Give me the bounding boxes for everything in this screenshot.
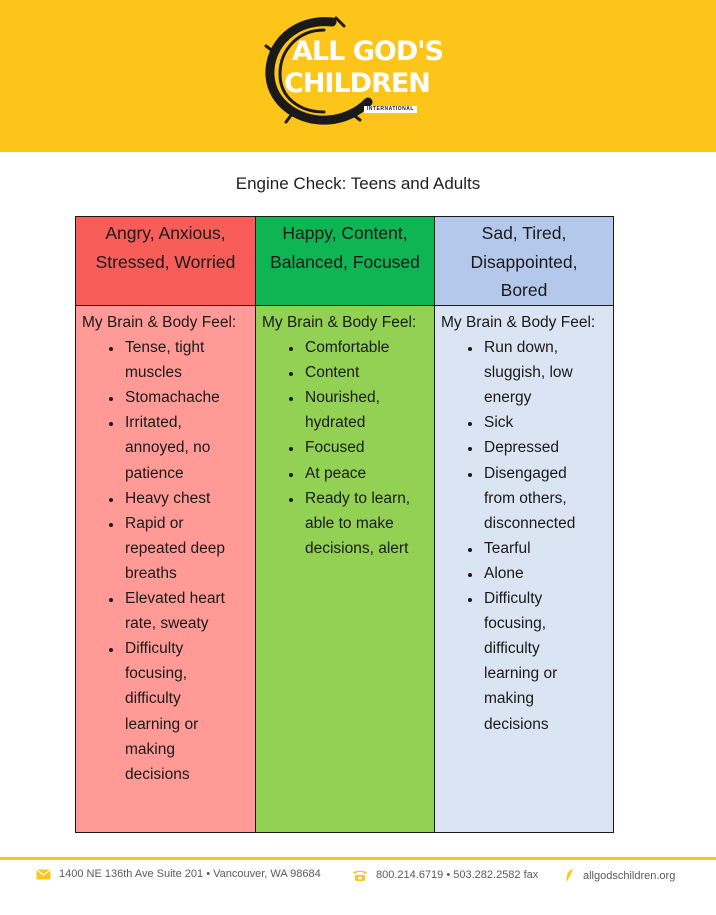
item-line: annoyed, no: [125, 439, 211, 457]
item-line: • Comfortable: [305, 339, 390, 357]
symptom-list: [256, 335, 434, 561]
column-header-sad: [435, 217, 614, 306]
heading-line: Angry, Anxious,: [105, 223, 226, 243]
list-item: [123, 486, 251, 511]
item-line: • Sick: [484, 414, 514, 432]
column-body-angry: [76, 306, 256, 833]
list-item: [303, 360, 430, 385]
list-item: [482, 536, 609, 561]
item-line: learning or: [484, 665, 558, 683]
item-line: focusing,: [125, 665, 188, 683]
envelope-icon: [36, 869, 51, 880]
item-line: • Stomachache: [125, 389, 220, 407]
item-line: • Content: [305, 364, 360, 382]
item-line: sluggish, low: [484, 364, 573, 382]
column-body-sad: [435, 306, 614, 833]
footer: [0, 868, 716, 888]
logo-tagline: INTERNATIONAL: [364, 106, 417, 113]
footer-phone: [352, 868, 538, 882]
item-line: disconnected: [484, 514, 576, 532]
column-header-happy: [256, 217, 435, 306]
item-line: repeated deep: [125, 539, 225, 557]
item-line: • At peace: [305, 464, 367, 482]
phone-text[interactable]: 800.214.6719 • 503.282.2582 fax: [376, 869, 539, 881]
list-item: [482, 461, 609, 536]
heading-line: Happy, Content,: [282, 223, 408, 243]
item-line: • Disengaged: [484, 464, 567, 482]
item-line: • Elevated heart: [125, 590, 225, 608]
list-item: [303, 385, 430, 435]
item-line: patience: [125, 464, 184, 482]
list-item: [303, 486, 430, 561]
address-text: 1400 NE 136th Ave Suite 201 • Vancouver, WA 98684: [59, 868, 321, 880]
list-item: [123, 385, 251, 410]
list-item: [123, 636, 251, 787]
heading-line: Sad, Tired,: [481, 223, 567, 243]
item-line: making: [484, 690, 534, 708]
item-line: muscles: [125, 364, 182, 382]
item-line: • Rapid or: [125, 514, 184, 532]
page-title: Engine Check: Teens and Adults: [235, 174, 481, 193]
table-header-row: [76, 217, 614, 306]
heading-line: Bored: [500, 280, 548, 300]
item-line: focusing,: [484, 615, 547, 633]
website-link[interactable]: allgodschildren.org: [583, 869, 676, 882]
logo-text-line1: ALL GOD'S: [292, 36, 443, 67]
list-item: [303, 335, 430, 360]
header-banner: [0, 0, 716, 152]
item-line: decisions: [125, 765, 190, 783]
item-line: hydrated: [305, 414, 366, 432]
engine-check-table: [75, 216, 614, 833]
symptom-list: [435, 335, 613, 737]
item-line: • Depressed: [484, 439, 559, 457]
footer-divider: [0, 857, 716, 860]
item-line: • Tearful: [484, 539, 531, 557]
item-line: • Alone: [484, 564, 524, 582]
list-item: [482, 586, 609, 737]
item-line: • Tense, tight: [125, 339, 205, 357]
symptom-list: [76, 335, 255, 787]
item-line: learning or: [125, 715, 199, 733]
list-item: [123, 586, 251, 636]
column-header-angry: [76, 217, 256, 306]
feel-label: My Brain & Body Feel:: [82, 314, 237, 331]
feel-label: My Brain & Body Feel:: [262, 314, 417, 331]
list-item: [482, 410, 609, 435]
organization-logo[interactable]: [262, 16, 452, 126]
heading-line: Stressed, Worried: [95, 251, 236, 272]
logo-text-line2: CHILDREN: [284, 68, 430, 99]
table-body-row: [76, 306, 614, 833]
heading-line: Balanced, Focused: [270, 251, 420, 272]
item-line: • Run down,: [484, 339, 559, 357]
list-item: [123, 511, 251, 586]
phone-icon: [352, 868, 368, 882]
item-line: decisions, alert: [305, 539, 409, 557]
item-line: breaths: [125, 564, 177, 582]
leaf-icon: [565, 868, 575, 883]
heading-line: Disappointed,: [470, 251, 578, 272]
column-body-happy: [256, 306, 435, 833]
list-item: [123, 335, 251, 385]
list-item: [482, 435, 609, 460]
list-item: [482, 561, 609, 586]
item-line: • Heavy chest: [125, 489, 211, 507]
list-item: [482, 335, 609, 410]
item-line: • Difficulty: [125, 640, 184, 658]
item-line: able to make: [305, 514, 394, 532]
feel-label: My Brain & Body Feel:: [441, 314, 596, 331]
item-line: making: [125, 740, 175, 758]
list-item: [123, 410, 251, 485]
footer-website: [565, 868, 675, 883]
footer-address: [36, 868, 321, 880]
item-line: difficulty: [125, 690, 181, 708]
list-item: [303, 461, 430, 486]
item-line: from others,: [484, 489, 567, 507]
item-line: • Ready to learn,: [305, 489, 411, 507]
item-line: rate, sweaty: [125, 615, 209, 633]
item-line: • Difficulty: [484, 590, 543, 608]
item-line: decisions: [484, 715, 549, 733]
item-line: • Focused: [305, 439, 365, 457]
item-line: difficulty: [484, 640, 540, 658]
item-line: energy: [484, 389, 532, 407]
list-item: [303, 435, 430, 460]
item-line: • Irritated,: [125, 414, 182, 432]
item-line: • Nourished,: [305, 389, 380, 407]
